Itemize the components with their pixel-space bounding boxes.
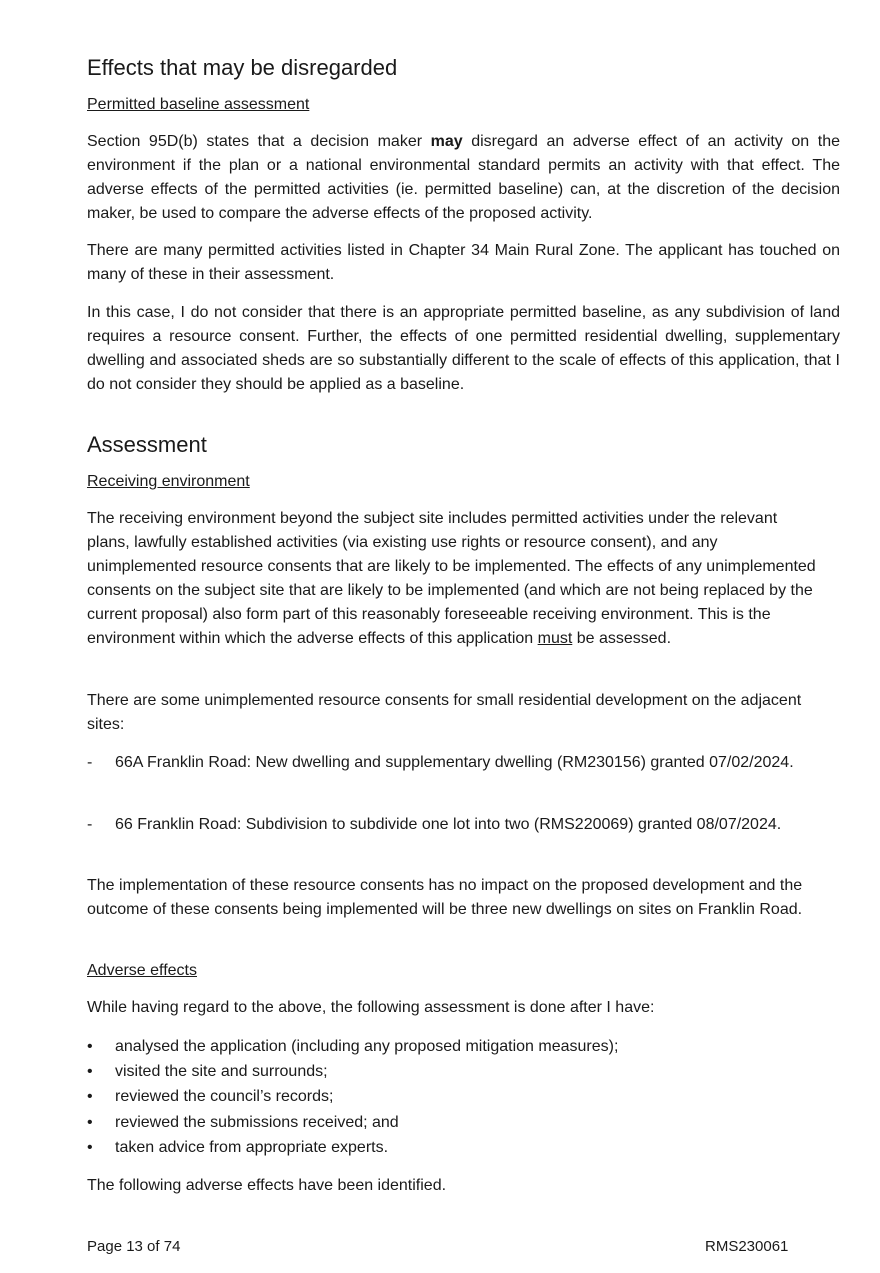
bullet-marker: • <box>87 1114 93 1131</box>
list-item-text: visited the site and surrounds; <box>115 1063 328 1080</box>
paragraph-text: disregard an adverse effect of an activity on the environment if the plan or a national environmental standard permits an activity with that effect. The adverse effects of the permitted activities (ie. permitted baseline) can, at the discretion of the decision maker, be used to compare the adverse effects of the proposed activity. <box>87 133 840 222</box>
paragraph-section-95d <box>87 130 840 226</box>
list-item-text: reviewed the council’s records; <box>115 1088 334 1105</box>
paragraph-implementation: The implementation of these resource consents has no impact on the proposed development and the outcome of these consents being implemented will be three new dwellings on sites on Franklin Road. <box>87 877 803 918</box>
bullet-marker: • <box>87 1063 93 1080</box>
list-item-text: taken advice from appropriate experts. <box>115 1139 389 1156</box>
paragraph-no-baseline: In this case, I do not consider that there is an appropriate permitted baseline, as any subdivision of land requires a resource consent. Further, the effects of one permitted residential dwelling, supplementary dwelling and associated sheds are so substantially different to the scale of effects of this application, that I do not consider they should be applied as a baseline. <box>87 304 840 393</box>
list-item-text: 66 Franklin Road: Subdivision to subdivide one lot into two (RMS220069) granted 08/07/2024. <box>115 816 782 833</box>
paragraph-unimplemented-consents: There are some unimplemented resource consents for small residential development on the adjacent sites: <box>87 692 802 733</box>
document-reference: RMS230061 <box>705 1238 789 1255</box>
list-item-text: reviewed the submissions received; and <box>115 1114 399 1131</box>
paragraph-receiving-environment <box>87 507 822 651</box>
bullet-marker: • <box>87 1038 93 1055</box>
list-item-text: 66A Franklin Road: New dwelling and supplementary dwelling (RM230156) granted 07/02/2024. <box>115 754 794 771</box>
list-item-text: analysed the application (including any proposed mitigation measures); <box>115 1038 619 1055</box>
dash-marker: - <box>87 816 93 833</box>
bold-may: may <box>430 133 463 150</box>
page-number: Page 13 of 74 <box>87 1238 181 1255</box>
subheading-receiving-environment: Receiving environment <box>87 473 250 490</box>
list-item <box>87 813 787 861</box>
underline-must: must <box>537 630 573 647</box>
paragraph-text: The receiving environment beyond the subject site includes permitted activities under the relevant plans, lawfully established activities (via existing use rights or resource consent), and any unimplemented resource consents that are likely to be implemented. The effects of any unimplemented consents on the subject site that are likely to be implemented (and which are not being replaced by the current proposal) also form part of this reasonably foreseeable receiving environment. This is the environment within which the adverse effects of this application <box>87 510 816 647</box>
paragraph-text: be assessed. <box>572 630 672 647</box>
subheading-permitted-baseline: Permitted baseline assessment <box>87 96 310 113</box>
dash-marker: - <box>87 754 93 771</box>
bullet-marker: • <box>87 1088 93 1105</box>
paragraph-permitted-activities: There are many permitted activities listed in Chapter 34 Main Rural Zone. The applicant has touched on many of these in their assessment. <box>87 242 840 283</box>
paragraph-assessment-done-after: While having regard to the above, the following assessment is done after I have: <box>87 999 655 1016</box>
bullet-marker: • <box>87 1139 93 1156</box>
paragraph-effects-identified: The following adverse effects have been identified. <box>87 1177 447 1194</box>
list-item <box>87 751 794 799</box>
section-heading-assessment: Assessment <box>87 432 207 457</box>
section-heading-effects-disregarded: Effects that may be disregarded <box>87 55 398 80</box>
subheading-adverse-effects: Adverse effects <box>87 962 197 979</box>
paragraph-text: Section 95D(b) states that a decision maker <box>87 133 431 150</box>
